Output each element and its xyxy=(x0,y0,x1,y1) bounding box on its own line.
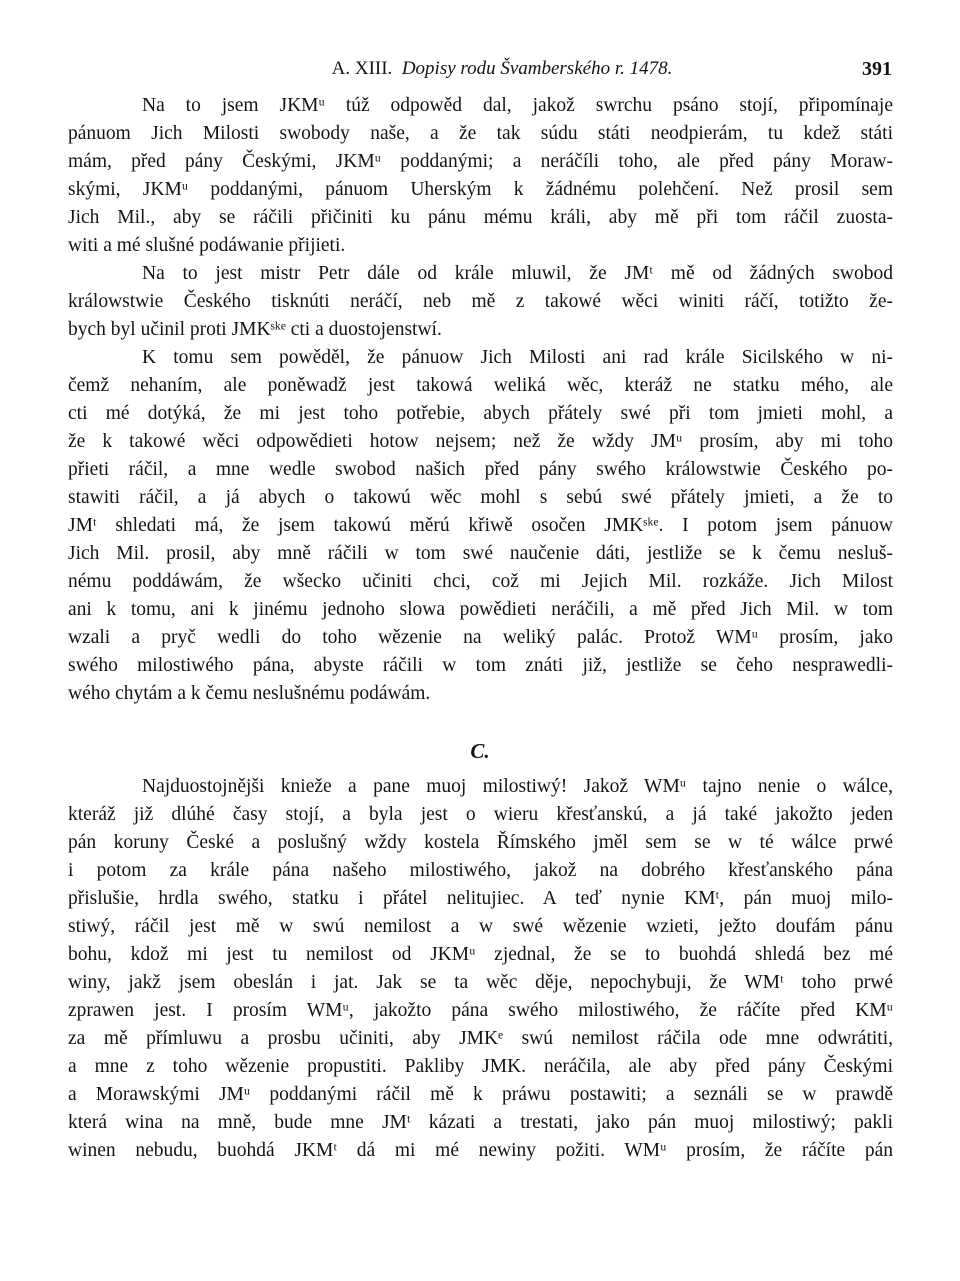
text-line: čemž nehaním, ale poněwadž jest takowá weliká wěc, kteráž ne statku mého, ale xyxy=(68,375,893,396)
text-line: a mne z toho wězenie propustiti. Pakliby JMK. neráčila, ale aby před pány Českými xyxy=(68,1056,893,1077)
text-line: JMᵗ shledati má, že jsem takowú měrú křiwě osočen JMKˢᵏᵉ. I potom jsem pánuow xyxy=(68,515,893,536)
text-line: K tomu sem powěděl, že pánuow Jich Milosti ani rad krále Sicilského w ni- xyxy=(142,347,893,368)
text-line: a Morawskými JMᵘ poddanými ráčil mě k práwu postawiti; a seználi se w prawdě xyxy=(68,1084,893,1105)
text-line: mám, před pány Českými, JKMᵘ poddanými; a neráčíli toho, ale před pány Moraw- xyxy=(68,151,893,172)
text-line: bohu, kdož mi jest tu nemilost od JKMᵘ zjednal, že se to buohdá shledá bez mé xyxy=(68,944,893,965)
text-line: witi a mé slušné podáwanie přijieti. xyxy=(68,235,346,256)
text-line: Na to jsem JKMᵘ túž odpowěd dal, jakož swrchu psáno stojí, připomínaje xyxy=(142,95,893,116)
text-line: že k takowé wěci odpowědieti hotow nejsem; než že wždy JMᵘ prosím, aby mi toho xyxy=(68,431,893,452)
text-line: kteráž již dlúhé časy stojí, a byla jest o wieru křesťanskú, a já také jakožto jeden xyxy=(68,804,893,825)
header-center xyxy=(72,58,892,80)
text-line: stawiti ráčil, a já abych o takowú wěc mohl s sebú swé přátely jmieti, a že to xyxy=(68,487,893,508)
text-line: Jich Mil., aby se ráčili přičiniti ku pánu mému králi, aby mě při tom ráčil zuosta- xyxy=(68,207,893,228)
running-header xyxy=(72,58,892,88)
text-line: stiwý, ráčil jest mě w swú nemilost a w swé wězenie wzieti, ježto doufám pánu xyxy=(68,916,893,937)
header-title: Dopisy rodu Švamberského r. 1478. xyxy=(401,58,673,79)
text-line: wého chytám a k čemu neslušnému podáwám. xyxy=(68,683,431,704)
text-line: wzali a pryč wedli do toho wězenie na weliký palác. Protož WMᵘ prosím, jako xyxy=(68,627,893,648)
section-heading: C. xyxy=(470,739,490,763)
text-line: skými, JKMᵘ poddanými, pánuom Uherským k žádnému polehčení. Než prosil sem xyxy=(68,179,893,200)
text-line: přislušie, hrdla swého, statku i přátel nelitujiec. A teď nynie KMᵗ, pán muoj milo- xyxy=(68,888,893,909)
text-line: která wina na mně, bude mne JMᵗ kázati a trestati, jako pán muoj milostiwý; pakli xyxy=(68,1112,893,1133)
text-line: přieti ráčil, a mne wedle swobod našich před pány swého králowstwie Českého po- xyxy=(68,459,893,480)
text-line: Na to jest mistr Petr dále od krále mluwil, že JMᵗ mě od žádných swobod xyxy=(142,263,893,284)
text-line: swého milostiwého pána, abyste ráčili w tom znáti již, jestliže se čeho nesprawedli- xyxy=(68,655,893,676)
text-line: zprawen jest. I prosím WMᵘ, jakožto pána swého milostiwého, že ráčíte před KMᵘ xyxy=(68,1000,893,1021)
header-section: A. XIII. xyxy=(331,58,393,79)
text-line: ani k tomu, ani k jinému jednoho slowa powědieti neráčili, a mě před Jich Mil. w tom xyxy=(68,599,893,620)
text-line: winen nebudu, buohdá JKMᵗ dá mi mé newiny požiti. WMᵘ prosím, že ráčíte pán xyxy=(68,1140,893,1161)
page-number: 391 xyxy=(862,58,892,80)
text-line: pán koruny České a poslušný wždy kostela Římského jměl sem se w té wálce prwé xyxy=(68,832,893,853)
text-line: cti mé dotýká, že mi jest toho potřebie, abych přátely swé při tom jmieti mohl, a xyxy=(68,403,893,424)
text-line: winy, jakž jsem obeslán i jat. Jak se ta wěc děje, nepochybuji, že WMᵗ toho prwé xyxy=(68,972,893,993)
text-line: Jich Mil. prosil, aby mně ráčili w tom swé naučenie dáti, jestliže se k čemu nesluš- xyxy=(68,543,893,564)
text-line: Najduostojnějši knieže a pane muoj milostiwý! Jakož WMᵘ tajno nenie o wálce, xyxy=(142,776,893,797)
text-line: nému poddáwám, že wšecko učiniti chci, což mi Jejich Mil. rozkáže. Jich Milost xyxy=(68,571,893,592)
text-line: pánuom Jich Milosti swobody naše, a že tak súdu státi neodpierám, tu kdež státi xyxy=(68,123,893,144)
text-line: králowstwie Českého tisknúti neráčí, neb mě z takowé wěci winiti ráčí, totižto že- xyxy=(68,291,893,312)
text-line: za mě přímluwu a prosbu učiniti, aby JMKᵉ swú nemilost ráčila ode mne odwrátiti, xyxy=(68,1028,893,1049)
text-line: bych byl učinil proti JMKˢᵏᵉ cti a duostojenstwí. xyxy=(68,319,442,340)
text-line: i potom za krále pána našeho milostiwého, jakož na dobrého křesťanského pána xyxy=(68,860,893,881)
